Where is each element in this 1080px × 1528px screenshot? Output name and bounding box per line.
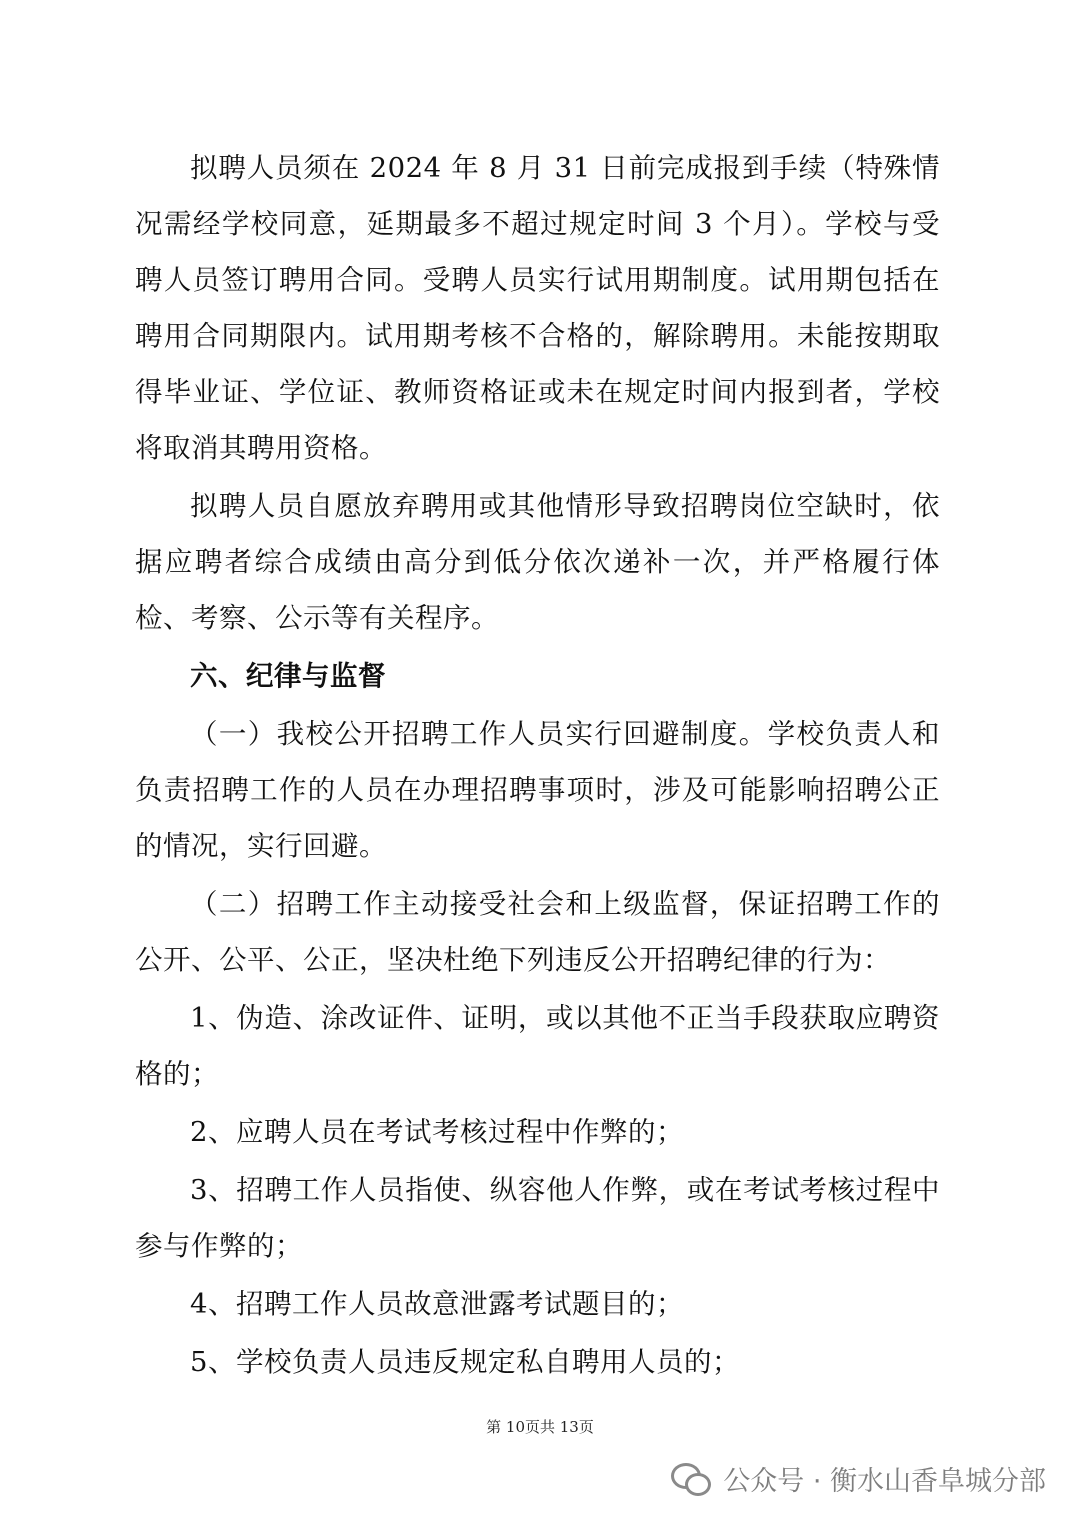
paragraph-supervision: （二）招聘工作主动接受社会和上级监督，保证招聘工作的公开、公平、公正，坚决杜绝下列违反公开招聘纪律的行为： (135, 888, 940, 976)
paragraph-recusal: （一）我校公开招聘工作人员实行回避制度。学校负责人和负责招聘工作的人员在办理招聘事项时，涉及可能影响招聘公正的情况，实行回避。 (135, 718, 940, 862)
document-body (135, 140, 940, 1392)
paragraph-vacancy-backfill: 拟聘人员自愿放弃聘用或其他情形导致招聘岗位空缺时，依据应聘者综合成绩由高分到低分依次递补一次，并严格履行体检、考察、公示等有关程序。 (135, 490, 940, 634)
list-item-4: 4、招聘工作人员故意泄露考试题目的； (190, 1288, 684, 1320)
list-item-5: 5、学校负责人员违反规定私自聘用人员的； (190, 1346, 740, 1378)
list-item-2: 2、应聘人员在考试考核过程中作弊的； (190, 1116, 684, 1148)
page-number: 第 10页共 13页 (486, 1418, 594, 1436)
section-heading-discipline: 六、纪律与监督 (190, 660, 386, 692)
watermark-text: 公众号 · 衡水山香阜城分部 (723, 1465, 1046, 1497)
list-item-1: 1、伪造、涂改证件、证明，或以其他不正当手段获取应聘资格的； (135, 1002, 940, 1090)
list-item-3: 3、招聘工作人员指使、纵容他人作弊，或在考试考核过程中参与作弊的； (135, 1174, 940, 1262)
wechat-icon (671, 1461, 711, 1495)
watermark (671, 1456, 1046, 1500)
paragraph-onboarding: 拟聘人员须在 2024 年 8 月 31 日前完成报到手续（特殊情况需经学校同意，延期最多不超过规定时间 3 个月）。学校与受聘人员签订聘用合同。受聘人员实行试用期制度。试用期包括在聘用合同期限内。试用期考核不合格的，解除聘用。未能按期取得毕业证、学位证、教师资格证或未在规定时间内报到者，学校将取消其聘用资格。 (135, 152, 940, 464)
